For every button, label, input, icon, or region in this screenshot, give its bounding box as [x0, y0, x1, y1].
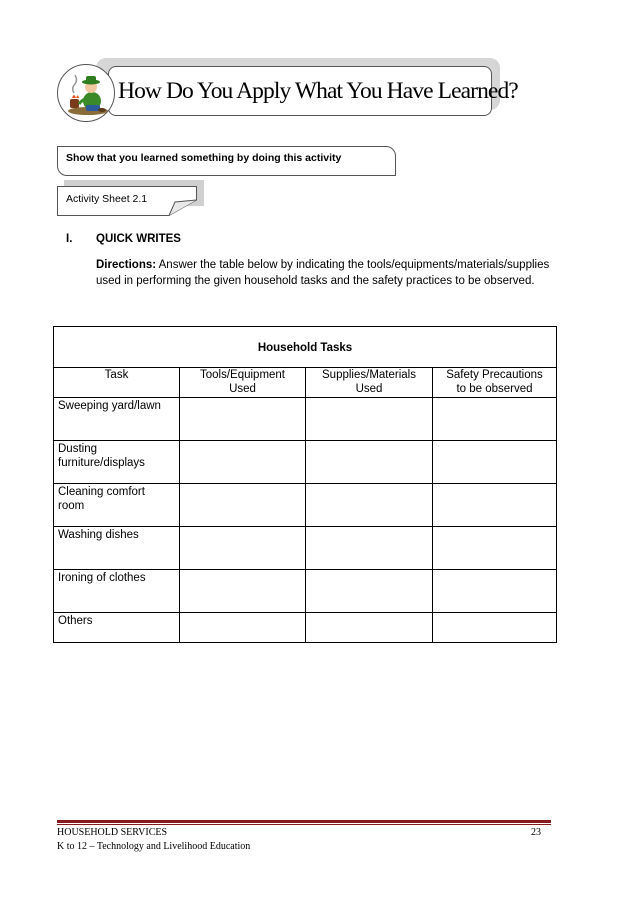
table-row: [54, 570, 557, 613]
table-row: [54, 527, 557, 570]
supplies-cell[interactable]: [306, 613, 433, 643]
header-supplies: Supplies/Materials Used: [306, 368, 433, 398]
task-cell: Washing dishes: [54, 527, 180, 570]
table-row: [54, 484, 557, 527]
footer-rule: [57, 820, 551, 823]
footer-subject: HOUSEHOLD SERVICES: [57, 827, 168, 838]
table-caption-row: [54, 327, 557, 368]
page-title: How Do You Apply What You Have Learned?: [118, 78, 518, 104]
section-title: QUICK WRITES: [96, 233, 181, 245]
page-number: 23: [531, 827, 541, 838]
footer-curriculum: K to 12 – Technology and Livelihood Education: [57, 841, 251, 852]
safety-cell[interactable]: [433, 398, 557, 441]
household-tasks-table: [53, 326, 557, 643]
farmer-mascot-icon: [57, 64, 115, 122]
safety-cell[interactable]: [433, 527, 557, 570]
directions: [96, 258, 566, 289]
directions-label: Directions:: [96, 259, 157, 271]
tools-cell[interactable]: [180, 398, 306, 441]
tools-cell[interactable]: [180, 441, 306, 484]
header-task: Task: [54, 368, 180, 398]
table-row: [54, 398, 557, 441]
instruction-text: Show that you learned something by doing this activity: [66, 152, 342, 164]
task-cell: Cleaning comfort room: [54, 484, 180, 527]
tools-cell[interactable]: [180, 484, 306, 527]
tools-cell[interactable]: [180, 570, 306, 613]
tools-cell[interactable]: [180, 527, 306, 570]
table-caption: Household Tasks: [54, 327, 557, 368]
safety-cell[interactable]: [433, 441, 557, 484]
header-safety: Safety Precautions to be observed: [433, 368, 557, 398]
table-row: [54, 613, 557, 643]
supplies-cell[interactable]: [306, 441, 433, 484]
header-tools: Tools/Equipment Used: [180, 368, 306, 398]
task-cell: Others: [54, 613, 180, 643]
safety-cell[interactable]: [433, 570, 557, 613]
supplies-cell[interactable]: [306, 398, 433, 441]
supplies-cell[interactable]: [306, 484, 433, 527]
table-header-row: [54, 368, 557, 398]
tools-cell[interactable]: [180, 613, 306, 643]
activity-tab-label: Activity Sheet 2.1: [66, 193, 148, 205]
directions-text: Answer the table below by indicating the tools/equipments/materials/supplies used in performing the given household tasks and the safety practices to be observed.: [96, 259, 550, 287]
task-cell: Dusting furniture/displays: [54, 441, 180, 484]
task-cell: Sweeping yard/lawn: [54, 398, 180, 441]
section-number: I.: [66, 233, 73, 245]
supplies-cell[interactable]: [306, 527, 433, 570]
task-cell: Ironing of clothes: [54, 570, 180, 613]
safety-cell[interactable]: [433, 613, 557, 643]
table-row: [54, 441, 557, 484]
footer-rule-thin: [57, 824, 551, 825]
safety-cell[interactable]: [433, 484, 557, 527]
supplies-cell[interactable]: [306, 570, 433, 613]
